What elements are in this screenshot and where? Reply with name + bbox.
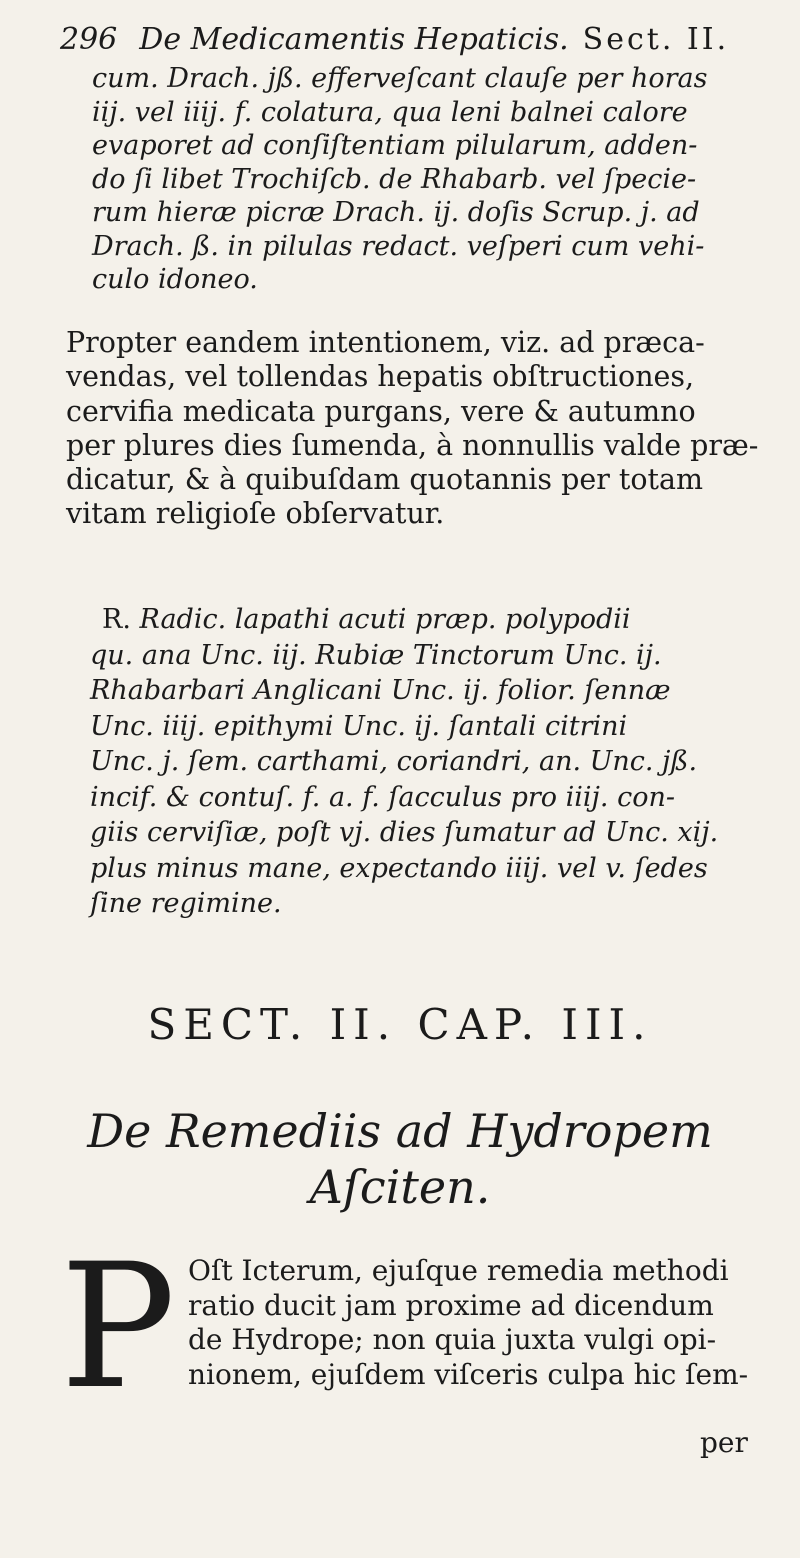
drop-cap: P	[60, 1226, 176, 1427]
recipe-line: Rhabarbari Anglicani Unc. ij. folior. ſennæ	[90, 675, 671, 706]
recipe-continuation	[92, 62, 782, 297]
text-line: cervifia medicata purgans, vere & autumno	[66, 394, 696, 428]
recipe-line: Unc. j. ſem. carthami, coriandri, an. Unc. jß.	[90, 746, 698, 777]
running-section: Sect. II.	[582, 22, 730, 57]
text-line: do ſi libet Trochiſcb. de Rhabarb. vel ſpecie-	[92, 163, 697, 195]
text-line: Propter eandem intentionem, viz. ad præca-	[66, 326, 705, 359]
page-number: 296	[60, 22, 118, 57]
text-line: iij. vel iiij. f. colatura, qua leni balnei calore	[92, 96, 688, 128]
text-line	[66, 602, 786, 638]
text-line: per plures dies ſumenda, à nonnullis valde præ-	[66, 428, 759, 462]
text-line: vendas, vel tollendas hepatis obſtructiones,	[66, 360, 695, 394]
running-title: De Medicamentis Hepaticis.	[139, 22, 569, 57]
recipe-line: giis cerviſiæ, poſt vj. dies ſumatur ad Unc. xij.	[90, 817, 719, 848]
chapter-title-continued: Aſciten.	[309, 1160, 491, 1214]
recipe-line: Unc. iiij. epithymi Unc. ij. ſantali citrini	[90, 710, 628, 742]
recipe-line: ſine regimine.	[90, 888, 282, 919]
catchword: per	[700, 1426, 748, 1459]
recipe-block	[66, 602, 786, 922]
chapter-title: De Remediis ad Hydropem	[87, 1104, 713, 1158]
text-line: vitam religioſe obſervatur.	[66, 497, 445, 531]
text-line: rum hieræ picræ Drach. ij. doſis Scrup. j. ad	[92, 197, 700, 228]
recipe-line: Radic. lapathi acuti præp. polypodii	[139, 604, 631, 635]
text-line: nionem, ejuſdem viſceris culpa hic ſem-	[188, 1357, 749, 1391]
text-line: de Hydrope; non quia juxta vulgi opi-	[188, 1323, 717, 1356]
text-line: Drach. ß. in pilulas redact. veſperi cum vehi-	[92, 230, 705, 262]
paragraph-propter	[66, 326, 786, 532]
text-line: dicatur, & à quibuſdam quotannis per totam	[66, 463, 703, 497]
chapter-heading: SECT. II. CAP. III.	[147, 1000, 653, 1049]
recipe-mark: R.	[102, 604, 131, 635]
text-line: culo idoneo.	[92, 264, 258, 295]
text-line: ratio ducit jam proxime ad dicendum	[188, 1288, 714, 1322]
recipe-line: plus minus mane, expectando iiij. vel v. ſedes	[90, 852, 708, 884]
recipe-line: qu. ana Unc. iij. Rubiæ Tinctorum Unc. ij.	[90, 639, 662, 671]
text-line: cum. Drach. jß. efferveſcant clauſe per horas	[92, 63, 708, 94]
running-head	[60, 22, 780, 57]
recipe-line: incif. & contuſ. f. a. f. ſacculus pro iiij. con-	[90, 781, 675, 813]
paragraph-post-icterum	[188, 1254, 788, 1392]
text-line: evaporet ad conſiſtentiam pilularum, adden-	[92, 130, 698, 161]
text-line: Oſt Icterum, ejuſque remedia methodi	[188, 1254, 729, 1287]
